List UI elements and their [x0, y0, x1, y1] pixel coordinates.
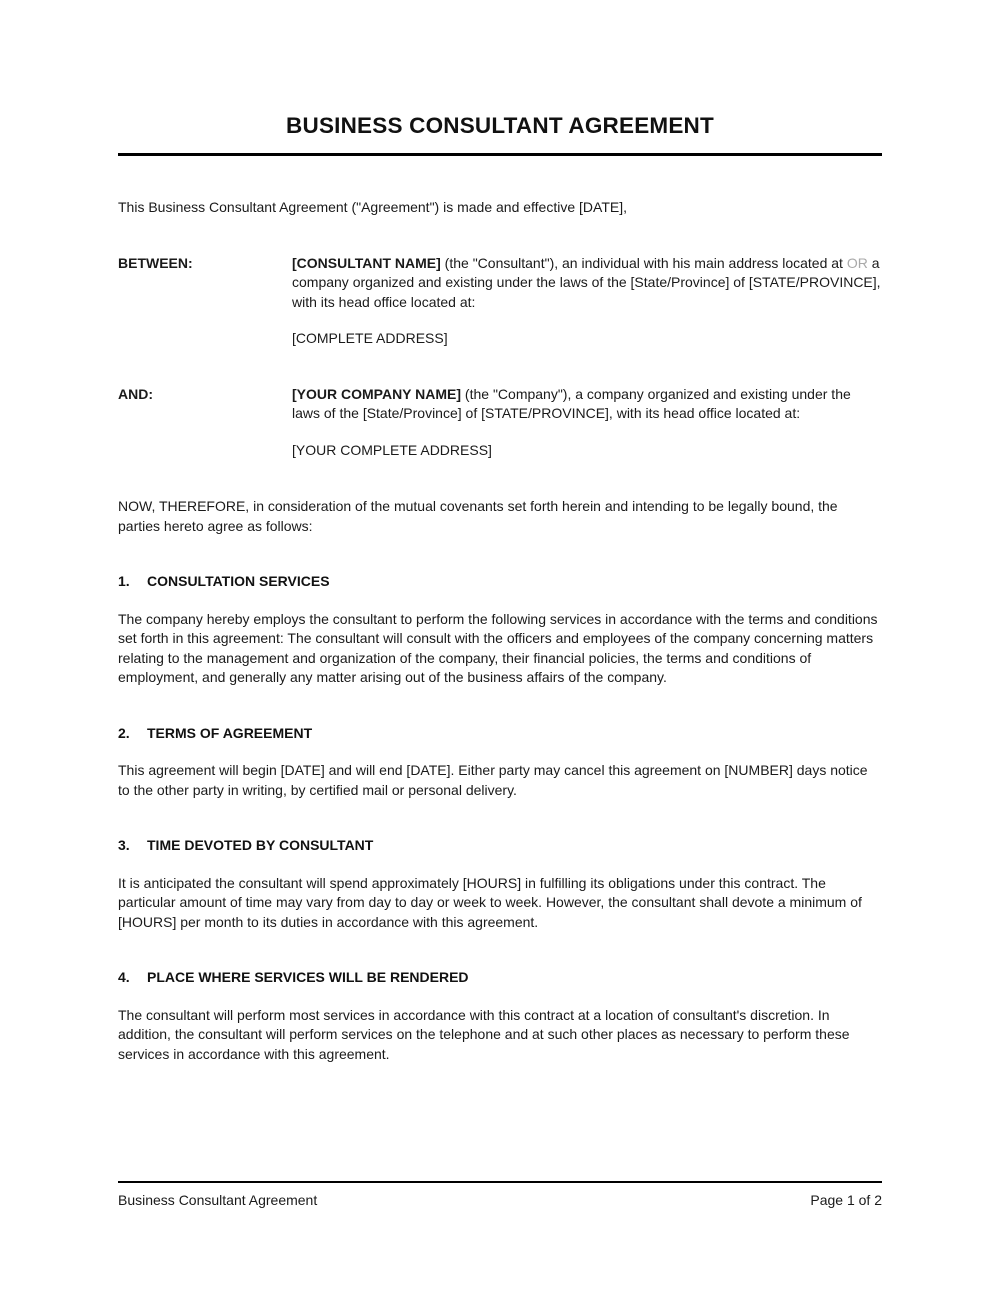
consultant-address-placeholder: [COMPLETE ADDRESS] — [292, 330, 448, 346]
company-address-placeholder: [YOUR COMPLETE ADDRESS] — [292, 441, 492, 458]
section-number: 4. — [118, 969, 130, 985]
footer-divider — [118, 1181, 882, 1183]
company-name-placeholder: [YOUR COMPANY NAME] — [292, 385, 462, 402]
and-text: (the "Company"), a company organized and existing under the laws of the [State/Province] of [STATE/PROVINCE], with its head office located at: — [292, 385, 851, 421]
section-consultation-services — [118, 572, 882, 688]
between-content — [292, 254, 882, 349]
between-paragraph — [292, 254, 882, 313]
and-label: AND: — [118, 385, 153, 402]
section-heading — [118, 724, 882, 744]
consultant-name-placeholder: [CONSULTANT NAME] — [292, 254, 441, 271]
footer-page-number: Page 1 of 2 — [810, 1192, 882, 1208]
section-terms-of-agreement — [118, 724, 882, 801]
and-block — [118, 385, 882, 461]
and-content — [292, 385, 882, 461]
section-number: 3. — [118, 837, 130, 853]
section-heading-text: TIME DEVOTED BY CONSULTANT — [147, 837, 374, 853]
footer-row — [118, 1191, 882, 1211]
section-body: The company hereby employs the consultant to perform the following services in accordance with the terms and conditions set forth in this agreement: The consultant will consult with the officers and employees of the company concerning matters relating to the management and organization of the company, their financial policies, the terms and conditions of employment, and generally any matter arising out of the business affairs of the company. — [118, 610, 878, 685]
document-content — [118, 112, 882, 1064]
section-body: The consultant will perform most services in accordance with this contract at a location of consultant's discretion. In addition, the consultant will perform services on the telephone and at such other places as necessary to perform these services in accordance with this agreement. — [118, 1006, 850, 1062]
title-divider — [118, 153, 882, 156]
section-body: It is anticipated the consultant will spend approximately [HOURS] in fulfilling its obligations under this contract. The particular amount of time may vary from day to day or week to week. However, the consultant shall devote a minimum of [HOURS] per month to its duties in accordance with this agreement. — [118, 874, 862, 930]
section-heading-text: CONSULTATION SERVICES — [147, 573, 330, 589]
page-footer — [118, 1181, 882, 1211]
footer-document-title: Business Consultant Agreement — [118, 1192, 318, 1208]
section-body: This agreement will begin [DATE] and will end [DATE]. Either party may cancel this agreement on [NUMBER] days notice to the other party in writing, by certified mail or personal delivery. — [118, 762, 868, 798]
between-text-before-or: (the "Consultant"), an individual with his main address located at — [440, 254, 847, 271]
between-label: BETWEEN: — [118, 254, 193, 271]
or-choice-text: OR — [846, 254, 868, 271]
section-heading-text: PLACE WHERE SERVICES WILL BE RENDERED — [147, 969, 469, 985]
section-heading — [118, 836, 882, 856]
section-heading — [118, 968, 882, 988]
intro-paragraph: This Business Consultant Agreement ("Agreement") is made and effective [DATE], — [118, 199, 627, 215]
section-heading — [118, 572, 882, 592]
page-title: BUSINESS CONSULTANT AGREEMENT — [286, 113, 714, 138]
section-place-of-services — [118, 968, 882, 1064]
section-heading-text: TERMS OF AGREEMENT — [147, 724, 313, 741]
section-number: 2. — [118, 724, 130, 741]
section-number: 1. — [118, 573, 130, 589]
and-paragraph — [292, 385, 882, 424]
between-text-after-or: a company organized and existing under the laws of the [State/Province] of [STATE/PROVINCE], with its head office located at: — [292, 254, 881, 310]
between-block — [118, 254, 882, 349]
section-time-devoted — [118, 836, 882, 932]
now-therefore-paragraph: NOW, THEREFORE, in consideration of the mutual covenants set forth herein and intending to be legally bound, the parties hereto agree as follows: — [118, 498, 838, 534]
